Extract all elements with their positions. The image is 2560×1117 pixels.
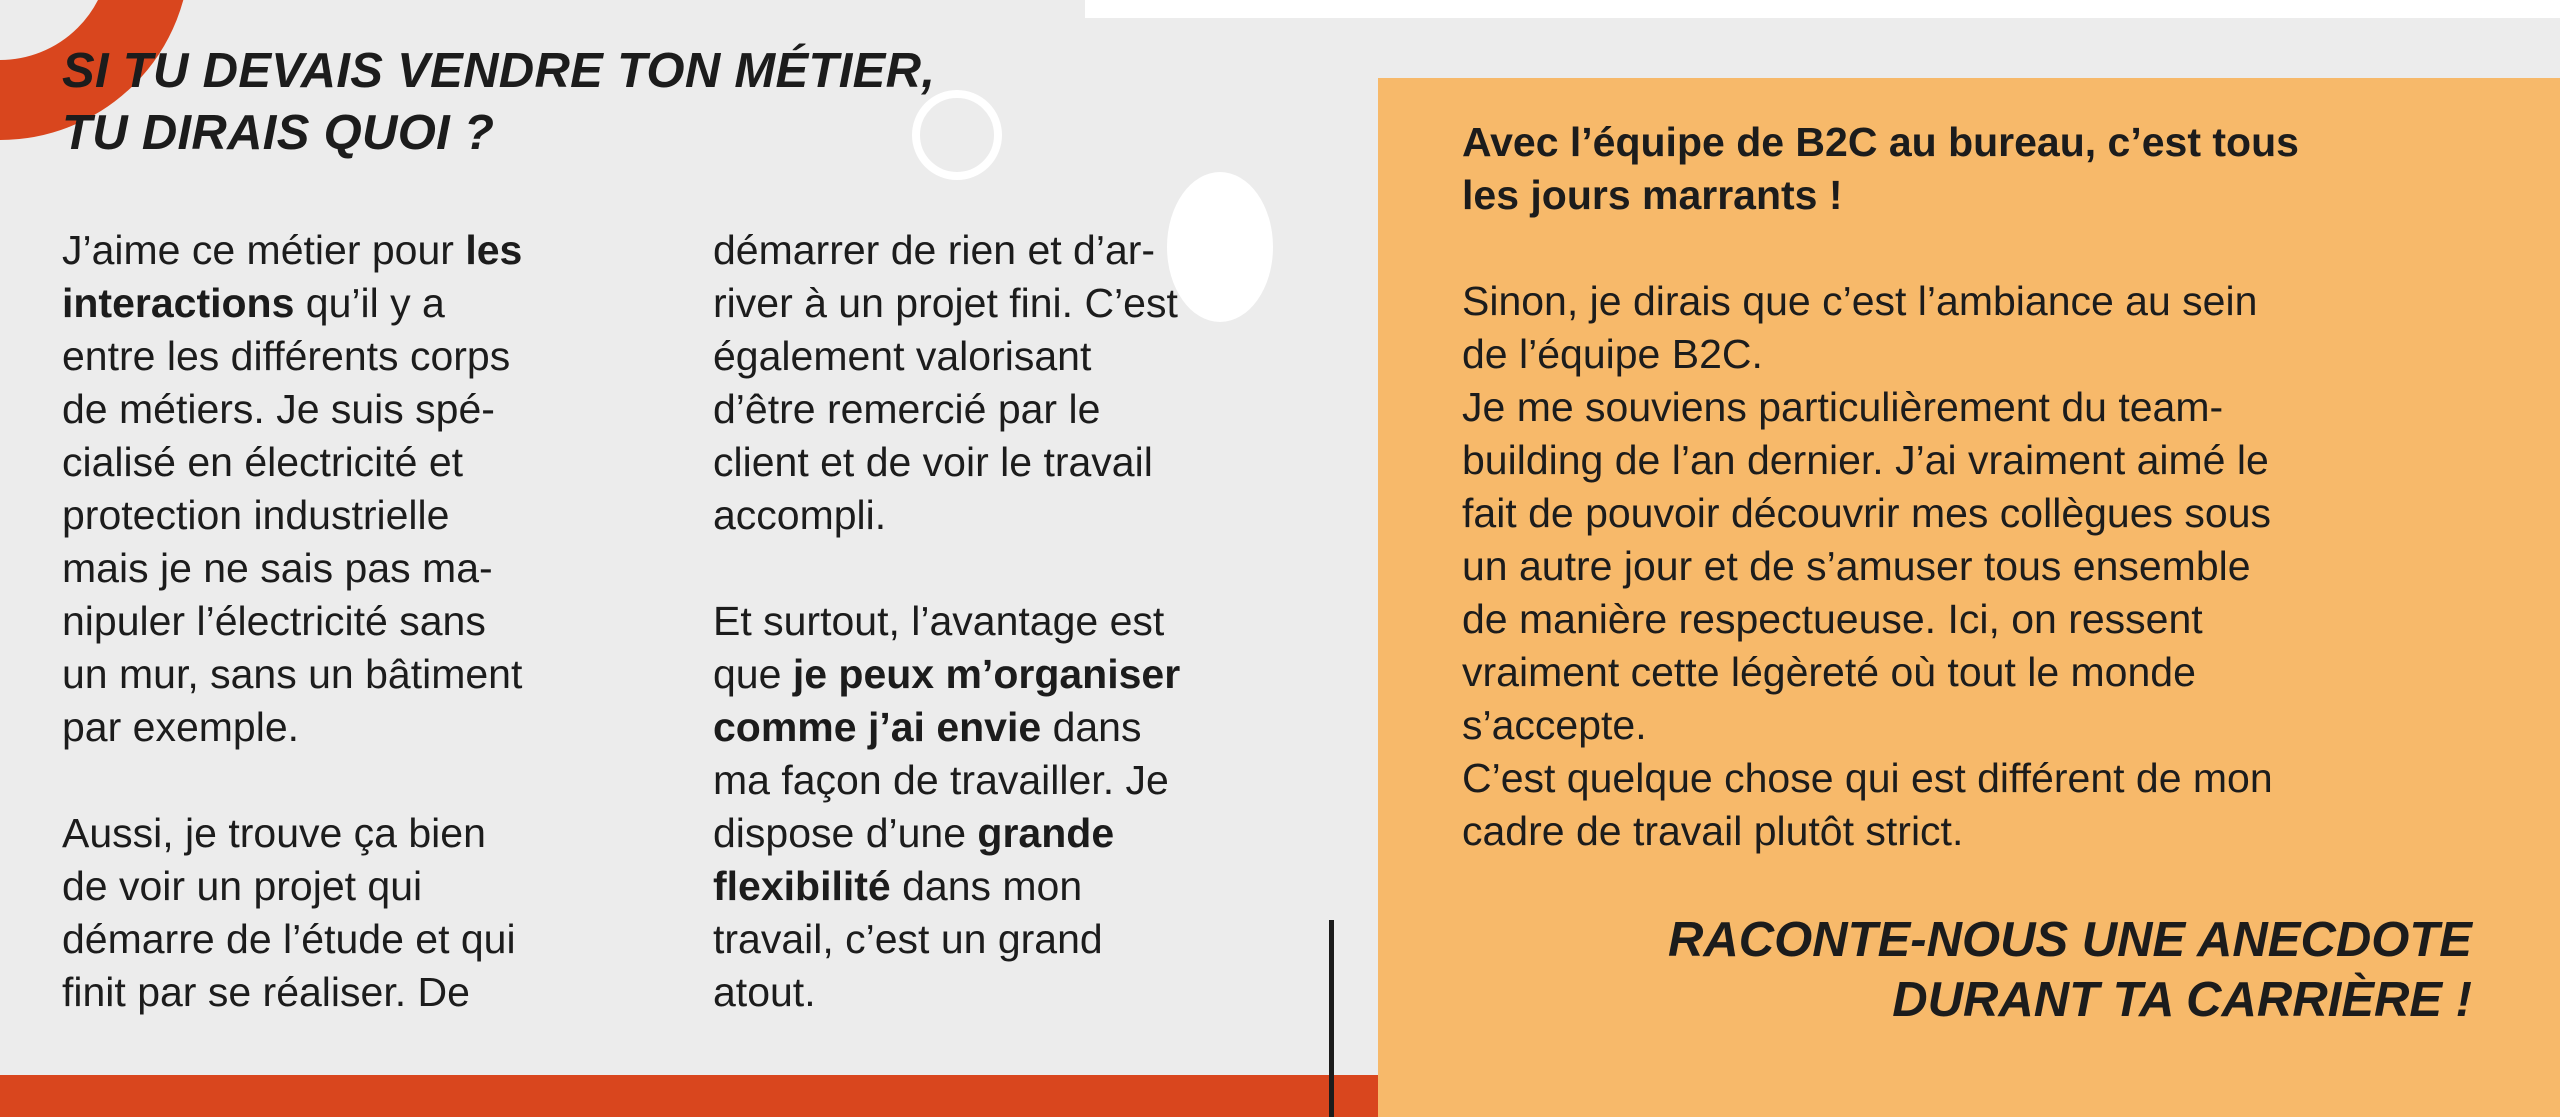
next-question-heading — [1472, 910, 2472, 1030]
heading-line: RACONTE-NOUS UNE ANECDOTE — [1668, 913, 2472, 967]
text-line: ma façon de travailler. Je — [713, 757, 1169, 803]
text-line: de l’équipe B2C. — [1462, 331, 1763, 377]
heading-line: DURANT TA CARRIÈRE ! — [1892, 973, 2472, 1027]
bold-text: grande — [977, 810, 1115, 856]
paragraph — [1462, 275, 2482, 858]
text-line: mais je ne sais pas ma- — [62, 545, 493, 591]
text-run: dans mon — [890, 863, 1083, 909]
text-run: que — [713, 651, 793, 697]
text-line: démarrer de rien et d’ar- — [713, 227, 1156, 273]
text-line: building de l’an dernier. J’ai vraiment aimé le — [1462, 437, 2269, 483]
text-line: travail, c’est un grand — [713, 916, 1103, 962]
text-line: river à un projet fini. C’est — [713, 280, 1178, 326]
bold-text: comme j’ai envie — [713, 704, 1042, 750]
bold-text: interactions — [62, 280, 295, 326]
heading-line: SI TU DEVAIS VENDRE TON MÉTIER, — [62, 44, 936, 98]
text-column-1 — [62, 224, 662, 1019]
text-column-2 — [713, 224, 1313, 1019]
text-line: d’être remercié par le — [713, 386, 1101, 432]
section-heading — [62, 40, 1062, 164]
text-line: client et de voir le travail — [713, 439, 1153, 485]
paragraph — [62, 807, 662, 1019]
paragraph — [713, 224, 1313, 542]
text-line: un mur, sans un bâtiment — [62, 651, 523, 697]
text-line: de manière respectueuse. Ici, on ressent — [1462, 596, 2203, 642]
text-line: vraiment cette légèreté où tout le monde — [1462, 649, 2196, 695]
text-line: s’accepte. — [1462, 702, 1647, 748]
bold-text: les — [465, 227, 523, 273]
text-line: cadre de travail plutôt strict. — [1462, 808, 1964, 854]
text-line — [713, 701, 1313, 754]
text-line — [713, 807, 1313, 860]
text-line — [713, 648, 1313, 701]
text-line: un autre jour et de s’amuser tous ensemble — [1462, 543, 2251, 589]
text-line — [62, 277, 662, 330]
text-line: nipuler l’électricité sans — [62, 598, 486, 644]
text-line: protection industrielle — [62, 492, 450, 538]
text-line: Sinon, je dirais que c’est l’ambiance au sein — [1462, 278, 2258, 324]
bold-text: flexibilité — [713, 863, 891, 909]
vertical-divider-line — [1329, 920, 1334, 1117]
text-line: atout. — [713, 969, 816, 1015]
text-run: qu’il y a — [294, 280, 445, 326]
text-line — [62, 224, 662, 277]
text-line: accompli. — [713, 492, 887, 538]
text-run: J’aime ce métier pour — [62, 227, 466, 273]
text-line: C’est quelque chose qui est différent de mon — [1462, 755, 2273, 801]
text-run: dispose d’une — [713, 810, 978, 856]
text-line: de voir un projet qui — [62, 863, 423, 909]
text-run: dans — [1041, 704, 1142, 750]
text-line: les jours marrants ! — [1462, 172, 1843, 218]
text-line — [713, 860, 1313, 913]
text-line: cialisé en électricité et — [62, 439, 464, 485]
text-line: Je me souviens particulièrement du team- — [1462, 384, 2224, 430]
text-line: par exemple. — [62, 704, 300, 750]
lead-paragraph — [1462, 116, 2482, 222]
text-line: Aussi, je trouve ça bien — [62, 810, 486, 856]
text-line: fait de pouvoir découvrir mes collègues sous — [1462, 490, 2272, 536]
text-line: entre les différents corps — [62, 333, 511, 379]
text-line: Et surtout, l’avantage est — [713, 598, 1165, 644]
anecdote-text — [1462, 116, 2482, 858]
text-line: démarre de l’étude et qui — [62, 916, 516, 962]
paragraph — [62, 224, 662, 754]
text-line: également valorisant — [713, 333, 1092, 379]
heading-line: TU DIRAIS QUOI ? — [62, 106, 495, 160]
paragraph — [713, 595, 1313, 1019]
top-white-strip — [1085, 0, 2560, 18]
text-line: finit par se réaliser. De — [62, 969, 470, 1015]
bottom-orange-bar — [0, 1075, 1378, 1117]
text-line: de métiers. Je suis spé- — [62, 386, 495, 432]
text-line: Avec l’équipe de B2C au bureau, c’est tous — [1462, 119, 2299, 165]
bold-text: je peux m’organiser — [792, 651, 1181, 697]
